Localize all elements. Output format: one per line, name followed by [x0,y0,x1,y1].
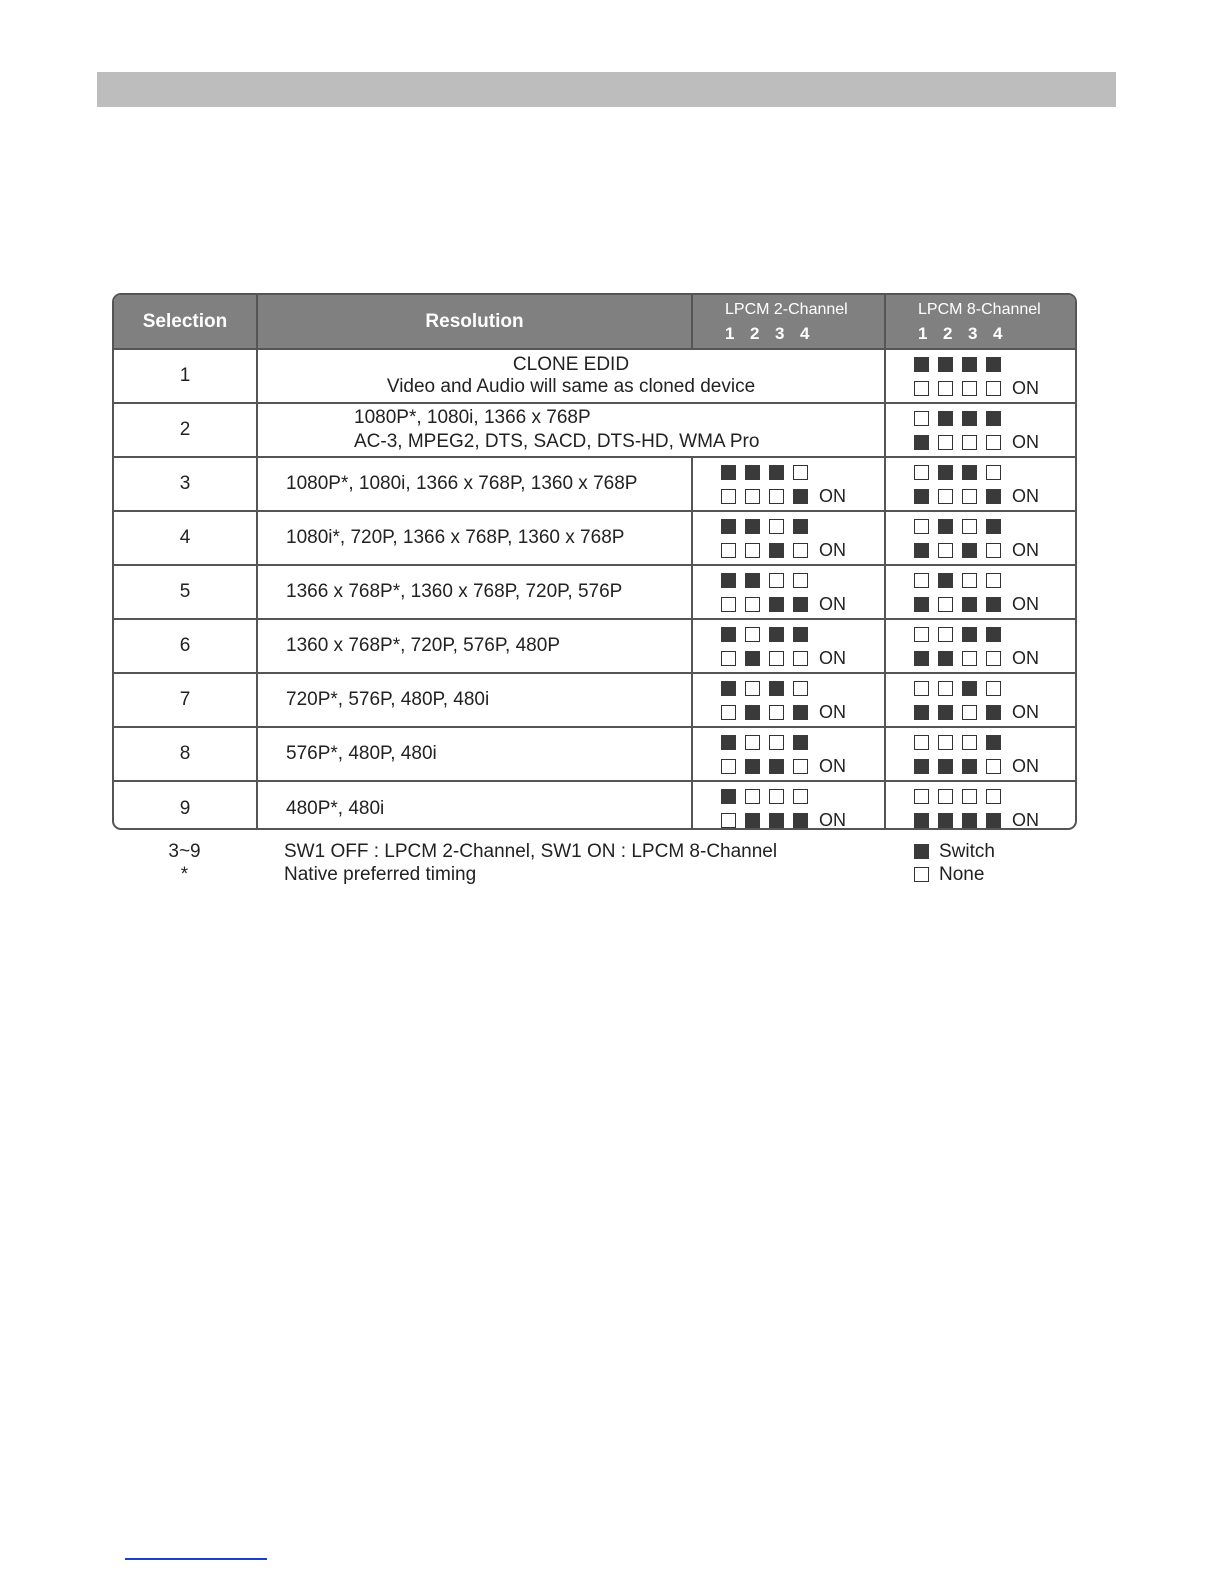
lpcm8-switch-cell [885,781,1075,830]
resolution-line: 1080P*, 1080i, 1366 x 768P [354,407,591,428]
empty-square-icon [793,759,808,774]
filled-square-icon [938,465,953,480]
selection-cell: 2 [114,403,257,457]
dip-switch-row-bottom [914,646,1075,670]
filled-square-icon [962,543,977,558]
on-label: ON [1012,810,1039,830]
dip-switch-row-top [914,785,1075,809]
dip-switch-row-top [721,514,884,538]
dip-switch-row-bottom [914,430,1075,454]
filled-square-icon [962,465,977,480]
filled-square-icon [745,465,760,480]
empty-square-icon [938,627,953,642]
dip-switch-row-top [721,785,884,809]
filled-square-icon [769,759,784,774]
empty-square-icon [962,381,977,396]
dip-switch-row-bottom [914,809,1075,831]
empty-square-icon [962,705,977,720]
filled-square-icon [962,357,977,372]
resolution-line: CLONE EDID [512,354,630,375]
filled-square-icon [914,651,929,666]
switch-number: 3 [968,324,978,343]
empty-square-icon [721,759,736,774]
table-header-row [114,295,1075,349]
lpcm8-switch-cell [885,457,1075,511]
dip-switch-row-bottom [721,592,884,616]
header-lpcm2-title: LPCM 2-Channel [725,301,848,318]
filled-square-icon [745,705,760,720]
empty-square-icon [986,759,1001,774]
lpcm8-switch-cell [885,511,1075,565]
filled-square-icon [914,759,929,774]
empty-square-icon [745,627,760,642]
empty-square-icon [938,735,953,750]
resolution-line: Video and Audio will same as cloned device [386,376,756,397]
filled-square-icon [769,543,784,558]
switch-numbers [725,325,884,342]
on-label: ON [1012,755,1039,776]
empty-square-icon [745,543,760,558]
empty-square-icon [914,789,929,804]
switch-number: 4 [800,324,810,343]
empty-square-icon [769,789,784,804]
dip-switch-row-top [914,676,1075,700]
selection-cell: 4 [114,511,257,565]
notes-keys [162,840,207,886]
legend-none-label: None [939,864,985,885]
empty-square-icon [914,627,929,642]
empty-square-icon [769,651,784,666]
empty-square-icon [962,735,977,750]
empty-square-icon [986,465,1001,480]
dip-switch-row-bottom [914,484,1075,508]
empty-square-icon [721,813,736,828]
resolution-line: 576P*, 480P, 480i [286,743,437,764]
header-lpcm8-title: LPCM 8-Channel [918,301,1041,318]
filled-square-icon [914,357,929,372]
empty-square-icon [721,705,736,720]
dip-switch-row-top [914,622,1075,646]
empty-square-icon [745,597,760,612]
empty-square-icon [962,489,977,504]
filled-square-icon [914,705,929,720]
filled-square-icon [793,489,808,504]
empty-square-icon [914,681,929,696]
dip-switch-row-bottom [721,484,884,508]
on-label: ON [1012,701,1039,722]
on-label: ON [1012,593,1039,614]
filled-square-icon [986,519,1001,534]
filled-square-icon [938,573,953,588]
filled-square-icon [914,435,929,450]
resolution-cell [257,403,885,457]
empty-square-icon [793,573,808,588]
selection-cell: 3 [114,457,257,511]
resolution-cell [257,781,692,830]
on-label: ON [819,593,846,614]
lpcm2-switch-cell [692,511,885,565]
lpcm2-switch-cell [692,565,885,619]
filled-square-icon [721,465,736,480]
filled-square-icon [721,681,736,696]
lpcm8-switch-cell [885,619,1075,673]
resolution-line: AC-3, MPEG2, DTS, SACD, DTS-HD, WMA Pro [354,431,760,452]
selection-cell: 7 [114,673,257,727]
lpcm2-switch-cell [692,457,885,511]
notes-text [284,840,777,886]
filled-square-icon [793,705,808,720]
switch-number: 2 [943,324,953,343]
table-row [114,727,1075,781]
table-row [114,781,1075,830]
empty-square-icon [721,543,736,558]
empty-square-icon [962,651,977,666]
filled-square-icon [793,627,808,642]
empty-square-icon [938,543,953,558]
filled-square-icon [914,597,929,612]
selection-cell: 5 [114,565,257,619]
table-row [114,673,1075,727]
lpcm8-switch-cell [885,349,1075,403]
filled-square-icon [914,844,929,859]
filled-square-icon [962,627,977,642]
empty-square-icon [721,597,736,612]
selection-cell: 9 [114,781,257,830]
empty-square-icon [962,573,977,588]
empty-square-icon [938,381,953,396]
filled-square-icon [962,597,977,612]
empty-square-icon [938,435,953,450]
filled-square-icon [986,597,1001,612]
switch-number: 2 [750,324,760,343]
dip-switch-row-bottom [721,809,884,831]
dip-switch-row-bottom [721,538,884,562]
section-header-bar [97,72,1116,107]
empty-square-icon [938,597,953,612]
resolution-cell [257,619,692,673]
empty-square-icon [914,381,929,396]
empty-square-icon [962,519,977,534]
on-label: ON [1012,485,1039,506]
legend-switch [914,840,995,863]
dip-switch-row-bottom [721,700,884,724]
filled-square-icon [793,813,808,828]
empty-square-icon [986,435,1001,450]
edid-table [112,293,1077,830]
filled-square-icon [914,813,929,828]
filled-square-icon [938,411,953,426]
lpcm2-switch-cell [692,619,885,673]
dip-switch-row-top [914,568,1075,592]
on-label: ON [819,539,846,560]
empty-square-icon [793,543,808,558]
on-label: ON [1012,431,1039,452]
filled-square-icon [721,573,736,588]
lpcm2-switch-cell [692,727,885,781]
filled-square-icon [938,813,953,828]
dip-switch-row-bottom [721,754,884,778]
dip-switch-row-top [721,676,884,700]
empty-square-icon [914,411,929,426]
note-text: Native preferred timing [284,864,477,885]
filled-square-icon [769,681,784,696]
selection-cell: 6 [114,619,257,673]
filled-square-icon [986,357,1001,372]
header-resolution: Resolution [257,295,692,349]
resolution-cell [257,511,692,565]
resolution-line: 720P*, 576P, 480P, 480i [286,689,490,710]
table-body [114,349,1075,830]
table-row [114,511,1075,565]
empty-square-icon [793,681,808,696]
filled-square-icon [745,759,760,774]
on-label: ON [819,810,846,830]
empty-square-icon [769,489,784,504]
empty-square-icon [962,435,977,450]
filled-square-icon [745,519,760,534]
empty-square-icon [769,735,784,750]
resolution-cell [257,565,692,619]
filled-square-icon [986,627,1001,642]
on-label: ON [819,755,846,776]
dip-switch-row-top [914,406,1075,430]
filled-square-icon [769,465,784,480]
empty-square-icon [721,651,736,666]
empty-square-icon [986,789,1001,804]
lpcm8-switch-cell [885,403,1075,457]
empty-square-icon [986,681,1001,696]
lpcm8-switch-cell [885,673,1075,727]
on-label: ON [1012,377,1039,398]
empty-square-icon [745,489,760,504]
filled-square-icon [721,519,736,534]
on-label: ON [1012,647,1039,668]
empty-square-icon [793,789,808,804]
empty-square-icon [745,789,760,804]
empty-square-icon [793,651,808,666]
empty-square-icon [914,867,929,882]
filled-square-icon [745,573,760,588]
filled-square-icon [721,627,736,642]
dip-switch-row-top [914,514,1075,538]
resolution-cell [257,727,692,781]
resolution-line: 1080P*, 1080i, 1366 x 768P, 1360 x 768P [286,473,638,494]
empty-square-icon [769,573,784,588]
filled-square-icon [986,489,1001,504]
empty-square-icon [938,789,953,804]
filled-square-icon [938,519,953,534]
table-row [114,457,1075,511]
filled-square-icon [793,735,808,750]
filled-square-icon [745,813,760,828]
filled-square-icon [769,813,784,828]
empty-square-icon [938,489,953,504]
filled-square-icon [986,813,1001,828]
empty-square-icon [914,735,929,750]
dip-switch-row-bottom [721,646,884,670]
filled-square-icon [914,543,929,558]
resolution-cell [257,349,885,403]
dip-switch-row-top [721,730,884,754]
filled-square-icon [793,519,808,534]
filled-square-icon [721,789,736,804]
resolution-cell [257,673,692,727]
table-row [114,349,1075,403]
switch-number: 4 [993,324,1003,343]
filled-square-icon [986,411,1001,426]
filled-square-icon [769,627,784,642]
filled-square-icon [914,489,929,504]
filled-square-icon [962,759,977,774]
note-key: 3~9 [168,841,201,862]
legend-none [914,863,995,886]
filled-square-icon [986,705,1001,720]
footer-link-underline [125,1558,267,1560]
empty-square-icon [914,465,929,480]
switch-numbers [918,325,1075,342]
filled-square-icon [962,681,977,696]
note-text: SW1 OFF : LPCM 2-Channel, SW1 ON : LPCM 8-Channel [284,841,778,862]
switch-number: 1 [725,324,735,343]
switch-legend [914,840,995,886]
empty-square-icon [986,573,1001,588]
filled-square-icon [745,651,760,666]
switch-number: 1 [918,324,928,343]
on-label: ON [819,485,846,506]
resolution-line: 1366 x 768P*, 1360 x 768P, 720P, 576P [286,581,623,602]
empty-square-icon [721,489,736,504]
on-label: ON [1012,539,1039,560]
filled-square-icon [769,597,784,612]
dip-switch-row-top [914,460,1075,484]
empty-square-icon [914,573,929,588]
dip-switch-row-bottom [914,700,1075,724]
empty-square-icon [793,465,808,480]
lpcm2-switch-cell [692,781,885,830]
on-label: ON [819,701,846,722]
selection-cell: 8 [114,727,257,781]
filled-square-icon [793,597,808,612]
dip-switch-row-bottom [914,376,1075,400]
empty-square-icon [986,543,1001,558]
table-row [114,619,1075,673]
dip-switch-row-top [721,622,884,646]
lpcm8-switch-cell [885,727,1075,781]
table-row [114,403,1075,457]
filled-square-icon [986,735,1001,750]
empty-square-icon [962,789,977,804]
lpcm8-switch-cell [885,565,1075,619]
empty-square-icon [769,705,784,720]
empty-square-icon [769,519,784,534]
filled-square-icon [938,651,953,666]
empty-square-icon [745,681,760,696]
selection-cell: 1 [114,349,257,403]
header-lpcm-8-channel [885,295,1075,349]
legend-switch-label: Switch [939,841,995,862]
table-row [114,565,1075,619]
dip-switch-row-bottom [914,754,1075,778]
lpcm2-switch-cell [692,673,885,727]
filled-square-icon [962,813,977,828]
empty-square-icon [986,651,1001,666]
empty-square-icon [938,681,953,696]
dip-switch-row-bottom [914,538,1075,562]
resolution-line: 480P*, 480i [286,797,385,819]
dip-switch-row-top [914,352,1075,376]
on-label: ON [819,647,846,668]
dip-switch-row-top [721,460,884,484]
filled-square-icon [938,357,953,372]
filled-square-icon [962,411,977,426]
filled-square-icon [938,705,953,720]
empty-square-icon [745,735,760,750]
dip-switch-row-top [914,730,1075,754]
switch-number: 3 [775,324,785,343]
dip-switch-row-bottom [914,592,1075,616]
header-selection: Selection [114,295,257,349]
resolution-cell [257,457,692,511]
empty-square-icon [986,381,1001,396]
dip-switch-row-top [721,568,884,592]
filled-square-icon [721,735,736,750]
resolution-line: 1360 x 768P*, 720P, 576P, 480P [286,635,560,656]
empty-square-icon [914,519,929,534]
resolution-line: 1080i*, 720P, 1366 x 768P, 1360 x 768P [286,527,625,548]
header-lpcm-2-channel [692,295,885,349]
note-key: * [180,864,189,885]
filled-square-icon [938,759,953,774]
